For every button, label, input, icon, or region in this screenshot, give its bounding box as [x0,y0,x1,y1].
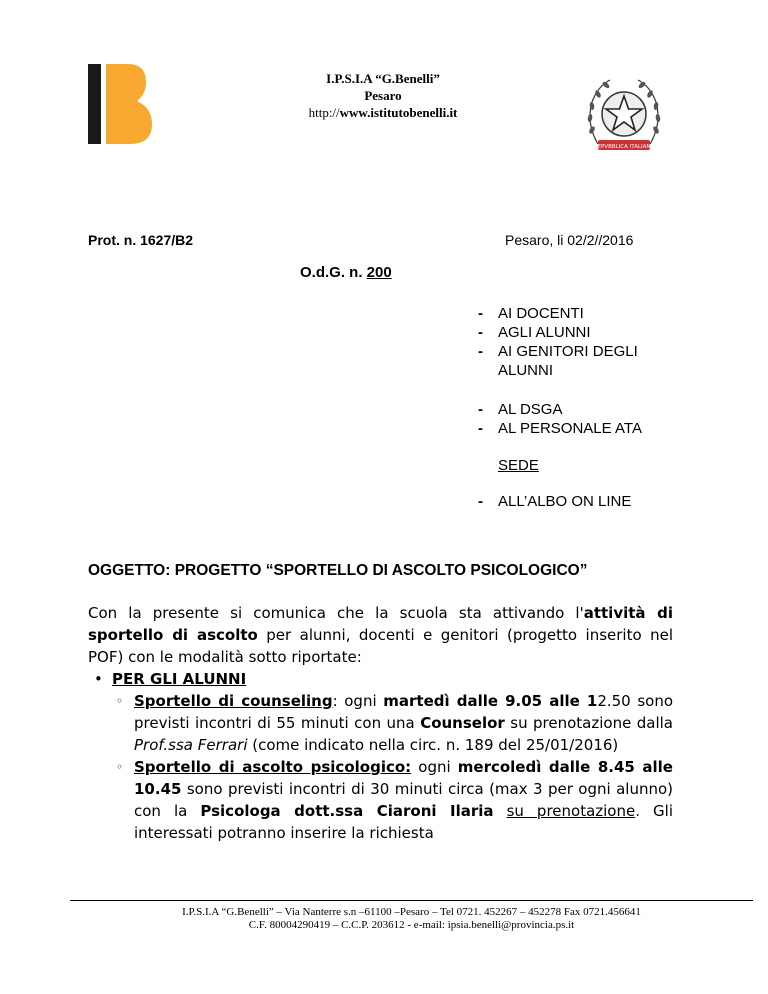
school-name: I.P.S.I.A “G.Benelli” [326,71,440,86]
footer-divider [70,900,753,901]
sede-label: SEDE [498,457,539,474]
list-item-counseling: ◦ Sportello di counseling: ogni martedì dalle 9.05 alle 12.50 sono previsti incontri di 55 minuti con una Counselor su prenotazione dalla Prof.ssa Ferrari (come indicato nella circ. n. 189 del 25/01/2016) [116,692,674,754]
recipients-list-3 [478,492,698,511]
footer [70,906,753,932]
circle-bullet-icon: ◦ [116,694,124,708]
school-website: http://www.istitutobenelli.it [308,105,458,120]
recipients-list-2 [478,400,698,438]
subject-line: OGGETTO: PROGETTO “SPORTELLO DI ASCOLTO PSICOLOGICO” [88,562,588,579]
document-date: Pesaro, li 02/2//2016 [505,232,634,248]
document-body [88,602,673,844]
odg-number: O.d.G. n. 200 [300,264,392,281]
protocol-number: Prot. n. 1627/B2 [88,232,194,248]
recipient-item: - AI DOCENTI [478,305,584,322]
recipient-item: - AL DSGA [478,401,563,418]
recipients-list-1 [478,304,698,380]
footer-address: I.P.S.I.A “G.Benelli” – Via Nanterre s.n –61100 –Pesaro – Tel 0721. 452267 – 452278 Fax 0721.456641 [182,906,641,918]
footer-fiscal: C.F. 80004290419 – C.C.P. 203612 - e-mail: ipsia.benelli@provincia.ps.it [248,919,575,931]
school-city: Pesaro [364,88,402,103]
italian-republic-emblem-icon [584,74,664,158]
school-logo-icon [88,64,152,144]
recipient-item: - AGLI ALUNNI [478,324,591,341]
intro-paragraph: Con la presente si comunica che la scuola sta attivando l'attività di sportello di ascolto per alunni, docenti e genitori (progetto inserito nel POF) con le modalità sotto riportate: [88,604,673,666]
recipient-item: - ALL’ALBO ON LINE [478,493,632,510]
emblem-ribbon-text: REPVBBLICA ITALIANA [593,144,655,150]
section-students: • PER GLI ALUNNI [88,668,673,690]
recipient-item: - AI GENITORI DEGLI ALUNNI [478,343,638,379]
letterhead [250,70,516,121]
recipient-item: - AL PERSONALE ATA [478,420,642,437]
list-item-psychological: ◦ Sportello di ascolto psicologico: ogni mercoledì dalle 8.45 alle 10.45 sono previsti incontri di 30 minuti circa (max 3 per ogni alunno) con la Psicologa dott.ssa Ciaroni Ilaria su prenotazione. Gli interessati potranno inserire la richiesta [116,758,673,842]
circle-bullet-icon: ◦ [116,760,124,774]
